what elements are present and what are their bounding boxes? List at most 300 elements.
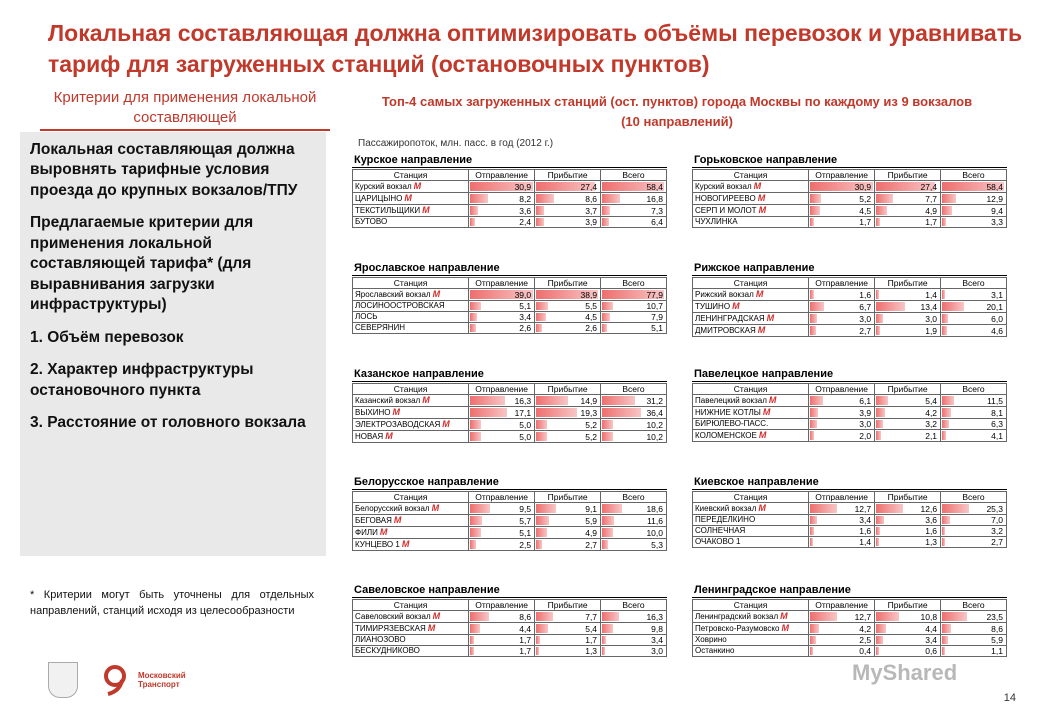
table-row xyxy=(693,395,1007,407)
total-value xyxy=(601,407,667,419)
metro-icon: М xyxy=(413,181,422,191)
total-value xyxy=(601,312,667,323)
direction-table xyxy=(352,599,667,657)
direction-block xyxy=(352,476,667,551)
moscow-transport-logo xyxy=(98,663,198,697)
value-text: 6,1 xyxy=(859,395,872,406)
value-bar xyxy=(942,420,949,428)
departure-value xyxy=(469,217,535,228)
total-value xyxy=(941,646,1007,657)
value-bar xyxy=(942,302,963,311)
value-bar xyxy=(876,431,880,440)
metro-icon: М xyxy=(422,395,430,405)
value-text: 2,7 xyxy=(585,539,598,550)
criterion-3: 3. Расстояние от головного вокзала xyxy=(30,413,306,431)
station-name: КОЛОМЕНСКОЕ М xyxy=(693,430,809,442)
station-name: Киевский вокзал М xyxy=(693,503,809,515)
value-bar xyxy=(810,290,813,299)
value-text: 2,4 xyxy=(519,217,532,227)
value-bar xyxy=(942,527,945,535)
value-text: 14,9 xyxy=(580,395,598,406)
metro-icon: М xyxy=(431,503,440,513)
value-text: 4,4 xyxy=(519,623,532,634)
arrival-value xyxy=(535,623,601,635)
departure-value xyxy=(469,289,535,301)
value-text: 3,0 xyxy=(859,313,872,324)
table-row xyxy=(353,527,667,539)
total-value xyxy=(601,623,667,635)
direction-table xyxy=(692,491,1007,548)
direction-block xyxy=(692,262,1007,337)
table-row xyxy=(353,217,667,228)
panel-paragraph-2: Предлагаемые критерии для применения локальной составляющей тарифа* (для выравнивания загрузки инфраструктуры) xyxy=(30,214,254,314)
value-bar xyxy=(602,194,620,203)
metro-icon: М xyxy=(781,623,789,633)
value-text: 2,5 xyxy=(859,635,872,645)
table-row xyxy=(353,289,667,301)
station-name: СЕВЕРЯНИН xyxy=(353,323,469,334)
metro-icon: М xyxy=(757,193,766,203)
station-name: ЛОСИНООСТРОВСКАЯ xyxy=(353,301,469,312)
value-text: 2,0 xyxy=(859,430,872,441)
direction-name: Киевское направление xyxy=(692,476,1007,490)
value-text: 7,7 xyxy=(925,193,938,204)
departure-value xyxy=(469,301,535,312)
departure-value xyxy=(809,515,875,526)
value-bar xyxy=(602,636,606,644)
value-bar xyxy=(810,326,816,335)
metro-icon: М xyxy=(780,611,788,621)
departure-value xyxy=(809,395,875,407)
total-value xyxy=(601,635,667,646)
direction-table xyxy=(692,277,1007,337)
departure-value xyxy=(809,301,875,313)
direction-name: Курское направление xyxy=(352,154,667,168)
value-text: 11,6 xyxy=(647,515,663,526)
direction-name: Казанское направление xyxy=(352,368,667,382)
table-row xyxy=(353,503,667,515)
value-bar xyxy=(602,218,609,226)
station-name: Ленинградский вокзал М xyxy=(693,611,809,623)
value-bar xyxy=(602,206,610,215)
value-bar xyxy=(876,396,888,405)
value-text: 2,6 xyxy=(585,323,598,333)
value-bar xyxy=(536,624,548,633)
direction-block xyxy=(692,368,1007,442)
value-text: 5,2 xyxy=(859,193,872,204)
station-name: КУНЦЕВО 1 М xyxy=(353,539,469,551)
value-text: 5,1 xyxy=(651,323,663,333)
value-bar xyxy=(876,218,880,226)
value-bar xyxy=(470,636,474,644)
value-bar xyxy=(470,504,490,513)
metro-icon: М xyxy=(762,407,771,417)
station-name: ТУШИНО М xyxy=(693,301,809,313)
departure-value xyxy=(809,611,875,623)
table-row xyxy=(693,635,1007,646)
arrival-value xyxy=(535,395,601,407)
page-number: 14 xyxy=(1003,692,1016,704)
metro-icon: М xyxy=(385,431,393,441)
value-text: 5,4 xyxy=(925,395,938,406)
departure-value xyxy=(469,611,535,623)
value-bar xyxy=(942,206,952,215)
value-text: 8,2 xyxy=(519,193,532,204)
departure-value xyxy=(809,503,875,515)
total-value xyxy=(941,526,1007,537)
value-bar xyxy=(876,538,879,546)
value-text: 1,7 xyxy=(925,217,938,227)
arrival-value xyxy=(535,217,601,228)
station-name: БУТОВО xyxy=(353,217,469,228)
header-arrival: Прибытие xyxy=(535,492,601,503)
value-bar xyxy=(942,516,949,524)
header-departure: Отправление xyxy=(809,492,875,503)
total-value xyxy=(601,527,667,539)
station-name: Рижский вокзал М xyxy=(693,289,809,301)
value-text: 10,7 xyxy=(646,301,663,311)
value-text: 1,6 xyxy=(925,526,938,536)
station-name: Ховрино xyxy=(693,635,809,646)
header-total: Всего xyxy=(601,278,667,289)
header-station: Станция xyxy=(353,384,469,395)
logos xyxy=(48,662,198,698)
total-value xyxy=(601,181,667,193)
direction-block xyxy=(352,154,667,228)
header-departure: Отправление xyxy=(809,384,875,395)
total-value xyxy=(941,395,1007,407)
arrival-value xyxy=(875,537,941,548)
value-bar xyxy=(942,290,945,299)
watermark: MyShared xyxy=(852,660,958,685)
value-text: 19,3 xyxy=(580,407,598,418)
value-text: 8,6 xyxy=(585,193,598,204)
value-text: 13,4 xyxy=(920,301,938,312)
value-bar xyxy=(470,420,481,429)
total-value xyxy=(601,431,667,443)
header-station: Станция xyxy=(353,600,469,611)
value-bar xyxy=(602,396,635,405)
departure-value xyxy=(809,193,875,205)
table-row xyxy=(353,539,667,551)
value-text: 16,8 xyxy=(646,193,663,204)
value-text: 16,3 xyxy=(514,395,532,406)
table-row xyxy=(353,623,667,635)
header-total: Всего xyxy=(941,600,1007,611)
total-value xyxy=(941,217,1007,228)
station-name: ТИМИРЯЗЕВСКАЯ М xyxy=(353,623,469,635)
header-station: Станция xyxy=(353,170,469,181)
station-name: НОВАЯ М xyxy=(353,431,469,443)
station-name: Петровско-Разумовско М xyxy=(693,623,809,635)
station-name: ЛЕНИНГРАДСКАЯ М xyxy=(693,313,809,325)
header-total: Всего xyxy=(601,492,667,503)
value-bar xyxy=(876,647,879,655)
value-bar xyxy=(810,408,818,417)
arrival-value xyxy=(535,431,601,443)
arrival-value xyxy=(535,205,601,217)
total-value xyxy=(601,539,667,551)
station-name: БЕСКУДНИКОВО xyxy=(353,646,469,657)
table-row xyxy=(693,537,1007,548)
departure-value xyxy=(809,407,875,419)
value-text: 4,9 xyxy=(925,205,938,216)
station-name: ОЧАКОВО 1 xyxy=(693,537,809,548)
value-bar xyxy=(876,206,886,215)
direction-block xyxy=(692,584,1007,657)
total-value xyxy=(941,419,1007,430)
station-name: НИЖНИЕ КОТЛЫ М xyxy=(693,407,809,419)
direction-table xyxy=(352,169,667,228)
header-departure: Отправление xyxy=(809,278,875,289)
value-bar xyxy=(470,647,474,655)
table-row xyxy=(693,325,1007,337)
value-bar xyxy=(810,538,813,546)
header-arrival: Прибытие xyxy=(535,384,601,395)
departure-value xyxy=(469,205,535,217)
total-value xyxy=(941,181,1007,193)
arrival-value xyxy=(875,325,941,337)
value-text: 8,6 xyxy=(519,611,532,622)
value-bar xyxy=(942,636,948,644)
table-row xyxy=(353,635,667,646)
departure-value xyxy=(469,407,535,419)
value-text: 1,9 xyxy=(925,325,938,336)
arrival-value xyxy=(875,193,941,205)
table-row xyxy=(693,646,1007,657)
metro-icon: М xyxy=(393,515,402,525)
station-name: ВЫХИНО М xyxy=(353,407,469,419)
station-name: Останкино xyxy=(693,646,809,657)
value-bar xyxy=(536,528,546,537)
departure-value xyxy=(809,537,875,548)
arrival-value xyxy=(535,181,601,193)
value-bar xyxy=(470,528,481,537)
direction-block xyxy=(692,154,1007,228)
value-text: 7,3 xyxy=(651,205,663,216)
value-text: 3,0 xyxy=(651,646,663,656)
metro-icon: М xyxy=(392,407,401,417)
value-bar xyxy=(470,218,475,226)
value-bar xyxy=(942,408,951,417)
value-text: 1,3 xyxy=(585,646,598,656)
value-text: 3,0 xyxy=(925,313,938,324)
criteria-header: Критерии для применения локальной составляющей xyxy=(40,88,330,131)
arrival-value xyxy=(535,407,601,419)
header-station: Станция xyxy=(693,492,809,503)
arrival-value xyxy=(535,503,601,515)
total-value xyxy=(601,515,667,527)
arrival-value xyxy=(875,515,941,526)
value-text: 1,6 xyxy=(859,526,872,536)
station-name: ПЕРЕДЕЛКИНО xyxy=(693,515,809,526)
station-name: ЛОСЬ xyxy=(353,312,469,323)
value-bar xyxy=(536,516,549,525)
value-text: 3,7 xyxy=(585,205,598,216)
header-total: Всего xyxy=(941,278,1007,289)
departure-value xyxy=(469,646,535,657)
arrival-value xyxy=(875,419,941,430)
value-text: 6,0 xyxy=(991,313,1003,324)
value-bar xyxy=(810,647,813,655)
value-text: 27,4 xyxy=(580,181,598,192)
value-text: 3,4 xyxy=(925,635,938,645)
arrival-value xyxy=(875,395,941,407)
value-text: 3,4 xyxy=(651,635,663,645)
value-bar xyxy=(810,504,837,513)
value-bar xyxy=(602,313,610,321)
metro-icon: М xyxy=(432,289,441,299)
value-text: 1,6 xyxy=(859,289,872,300)
departure-value xyxy=(469,395,535,407)
value-bar xyxy=(536,612,552,621)
value-text: 3,4 xyxy=(859,515,872,525)
station-name: СЕРП И МОЛОТ М xyxy=(693,205,809,217)
arrival-value xyxy=(875,289,941,301)
value-text: 5,2 xyxy=(585,431,598,442)
header-arrival: Прибытие xyxy=(875,492,941,503)
value-text: 58,4 xyxy=(646,181,663,192)
departure-value xyxy=(809,325,875,337)
value-text: 3,6 xyxy=(519,205,532,216)
arrival-value xyxy=(875,430,941,442)
direction-block xyxy=(352,368,667,443)
station-name: Ярославский вокзал М xyxy=(353,289,469,301)
value-bar xyxy=(810,624,819,633)
header-station: Станция xyxy=(353,278,469,289)
station-name: ЭЛЕКТРОЗАВОДСКАЯ М xyxy=(353,419,469,431)
total-value xyxy=(941,635,1007,646)
value-text: 10,8 xyxy=(920,611,938,622)
criterion-1: 1. Объём перевозок xyxy=(30,328,184,346)
value-text: 5,9 xyxy=(585,515,598,526)
value-text: 7,9 xyxy=(651,312,663,322)
value-bar xyxy=(876,290,879,299)
table-row xyxy=(353,312,667,323)
criterion-2: 2. Характер инфраструктуры остановочного пункта xyxy=(30,361,254,399)
total-value xyxy=(941,325,1007,337)
departure-value xyxy=(469,431,535,443)
value-text: 12,6 xyxy=(920,503,938,514)
direction-name: Павелецкое направление xyxy=(692,368,1007,382)
value-bar xyxy=(942,396,954,405)
criteria-panel xyxy=(20,132,326,556)
value-bar xyxy=(536,420,547,429)
direction-table xyxy=(352,277,667,334)
header-departure: Отправление xyxy=(469,384,535,395)
table-row xyxy=(693,503,1007,515)
header-arrival: Прибытие xyxy=(875,384,941,395)
table-row xyxy=(693,205,1007,217)
table-row xyxy=(693,289,1007,301)
value-bar xyxy=(602,540,608,549)
value-bar xyxy=(810,206,820,215)
value-text: 0,4 xyxy=(859,646,872,656)
value-bar xyxy=(536,432,547,441)
departure-value xyxy=(809,313,875,325)
arrival-value xyxy=(535,289,601,301)
table-row xyxy=(693,217,1007,228)
metro-icon: М xyxy=(753,181,762,191)
value-text: 10,2 xyxy=(646,431,663,442)
header-arrival: Прибытие xyxy=(875,170,941,181)
value-text: 5,7 xyxy=(519,515,532,526)
departure-value xyxy=(469,181,535,193)
direction-table xyxy=(692,599,1007,657)
header-total: Всего xyxy=(941,170,1007,181)
total-value xyxy=(941,301,1007,313)
arrival-value xyxy=(875,301,941,313)
table-row xyxy=(353,301,667,312)
value-text: 1,7 xyxy=(519,646,532,656)
table-row xyxy=(693,313,1007,325)
departure-value xyxy=(809,623,875,635)
station-name: БИРЮЛЕВО-ПАСС. xyxy=(693,419,809,430)
value-text: 12,7 xyxy=(854,611,872,622)
value-text: 2,1 xyxy=(925,430,938,441)
arrival-value xyxy=(535,611,601,623)
value-text: 1,3 xyxy=(925,537,938,547)
value-bar xyxy=(942,538,945,546)
direction-name: Ярославское направление xyxy=(352,262,667,276)
header-station: Станция xyxy=(693,384,809,395)
value-bar xyxy=(602,624,612,633)
value-text: 23,5 xyxy=(986,611,1003,622)
total-value xyxy=(601,205,667,217)
value-bar xyxy=(470,408,507,417)
value-text: 3,6 xyxy=(925,515,938,525)
value-text: 5,0 xyxy=(519,431,532,442)
value-bar xyxy=(470,302,481,310)
total-value xyxy=(941,515,1007,526)
arrival-value xyxy=(875,205,941,217)
station-name: ЧУХЛИНКА xyxy=(693,217,809,228)
value-text: 2,7 xyxy=(859,325,872,336)
total-value xyxy=(941,611,1007,623)
value-bar xyxy=(602,302,613,310)
value-text: 1,7 xyxy=(585,635,598,645)
value-bar xyxy=(470,194,488,203)
total-value xyxy=(601,289,667,301)
value-bar xyxy=(810,302,824,311)
metro-icon: М xyxy=(427,623,436,633)
value-bar xyxy=(470,313,477,321)
value-bar xyxy=(536,194,554,203)
value-text: 2,6 xyxy=(519,323,532,333)
value-text: 1,4 xyxy=(925,289,938,300)
value-bar xyxy=(876,636,883,644)
direction-table xyxy=(692,169,1007,228)
station-name: ДМИТРОВСКАЯ М xyxy=(693,325,809,337)
departure-value xyxy=(469,419,535,431)
value-text: 4,1 xyxy=(991,430,1003,441)
departure-value xyxy=(809,217,875,228)
direction-table xyxy=(692,383,1007,442)
value-bar xyxy=(942,612,967,621)
value-text: 9,5 xyxy=(519,503,532,514)
arrival-value xyxy=(535,635,601,646)
value-bar xyxy=(602,504,622,513)
value-bar xyxy=(536,540,542,549)
departure-value xyxy=(469,193,535,205)
table-row xyxy=(693,526,1007,537)
value-text: 2,7 xyxy=(991,537,1003,547)
metro-icon: М xyxy=(422,205,430,215)
value-text: 3,3 xyxy=(991,217,1003,227)
arrival-value xyxy=(875,623,941,635)
total-value xyxy=(601,217,667,228)
arrival-value xyxy=(535,539,601,551)
